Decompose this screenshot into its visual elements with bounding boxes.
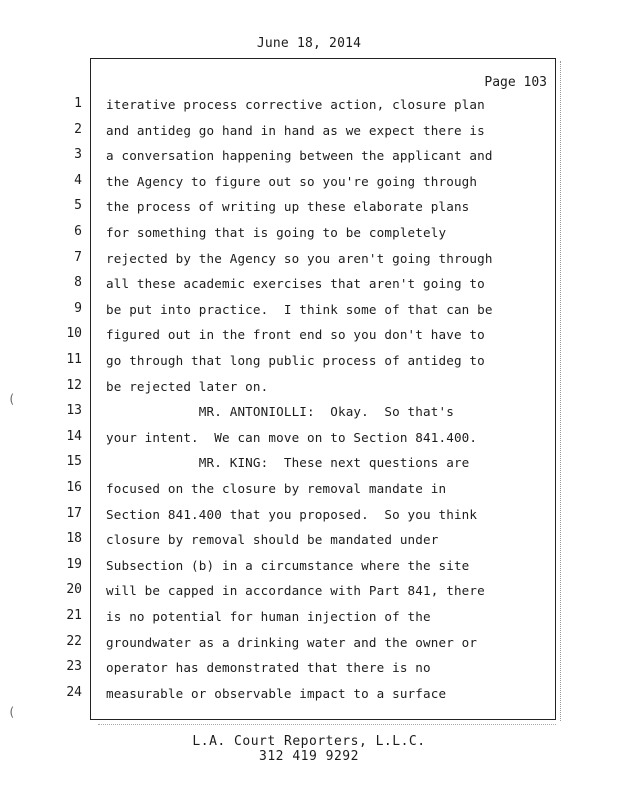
transcript-line: MR. ANTONIOLLI: Okay. So that's xyxy=(106,404,454,419)
line-number: 7 xyxy=(74,250,82,265)
line-number: 19 xyxy=(66,557,82,572)
line-number: 4 xyxy=(74,173,82,188)
transcript-line: Section 841.400 that you proposed. So you think xyxy=(106,507,478,522)
transcript-line: and antideg go hand in hand as we expect there is xyxy=(106,123,485,138)
line-number: 2 xyxy=(74,122,82,137)
line-number: 12 xyxy=(66,378,82,393)
transcript-line: for something that is going to be completely xyxy=(106,225,447,240)
transcript-line: groundwater as a drinking water and the owner or xyxy=(106,635,478,650)
line-number: 14 xyxy=(66,429,82,444)
line-number: 16 xyxy=(66,480,82,495)
line-number: 23 xyxy=(66,659,82,674)
transcript-line: iterative process corrective action, closure plan xyxy=(106,97,485,112)
transcript-line: will be capped in accordance with Part 841, there xyxy=(106,583,485,598)
transcript-line: Subsection (b) in a circumstance where the site xyxy=(106,558,470,573)
transcript-line: focused on the closure by removal mandate in xyxy=(106,481,447,496)
page-number: Page 103 xyxy=(484,75,547,90)
transcript-line: be put into practice. I think some of that can be xyxy=(106,302,493,317)
transcript-line: the Agency to figure out so you're going through xyxy=(106,174,478,189)
binding-hole-mark: ( xyxy=(8,392,16,406)
transcript-date: June 18, 2014 xyxy=(256,36,362,51)
transcript-line: all these academic exercises that aren't going to xyxy=(106,276,485,291)
transcript-line: figured out in the front end so you don't have to xyxy=(106,327,485,342)
transcript-line: the process of writing up these elaborate plans xyxy=(106,199,470,214)
line-number: 3 xyxy=(74,147,82,162)
line-number: 24 xyxy=(66,685,82,700)
line-number: 21 xyxy=(66,608,82,623)
transcript-line: measurable or observable impact to a surface xyxy=(106,686,447,701)
footer-divider xyxy=(98,724,556,725)
line-number: 10 xyxy=(66,326,82,341)
transcript-line: your intent. We can move on to Section 841.400. xyxy=(106,430,478,445)
line-number: 6 xyxy=(74,224,82,239)
transcript-line: go through that long public process of antideg to xyxy=(106,353,485,368)
line-number: 1 xyxy=(74,96,82,111)
transcript-line: be rejected later on. xyxy=(106,379,269,394)
transcript-line: a conversation happening between the applicant and xyxy=(106,148,493,163)
line-number: 13 xyxy=(66,403,82,418)
transcript-line: closure by removal should be mandated under xyxy=(106,532,439,547)
reporter-company: L.A. Court Reporters, L.L.C. xyxy=(192,734,426,749)
line-number: 18 xyxy=(66,531,82,546)
line-number: 5 xyxy=(74,198,82,213)
transcript-line: operator has demonstrated that there is no xyxy=(106,660,431,675)
line-number: 11 xyxy=(66,352,82,367)
line-number: 17 xyxy=(66,506,82,521)
line-number: 9 xyxy=(74,301,82,316)
transcript-line: is no potential for human injection of the xyxy=(106,609,431,624)
transcript-line: MR. KING: These next questions are xyxy=(106,455,470,470)
transcript-line: rejected by the Agency so you aren't going through xyxy=(106,251,493,266)
reporter-phone: 312 419 9292 xyxy=(259,749,359,764)
line-number: 20 xyxy=(66,582,82,597)
line-number: 22 xyxy=(66,634,82,649)
line-number: 15 xyxy=(66,454,82,469)
binding-hole-mark: ( xyxy=(8,705,16,719)
line-number: 8 xyxy=(74,275,82,290)
